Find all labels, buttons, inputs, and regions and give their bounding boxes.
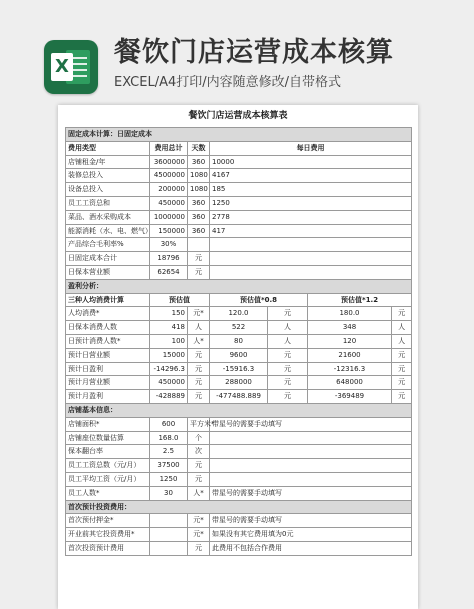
cell-value[interactable]: 15000 [150,348,188,362]
cell-label[interactable]: 预计月盈利 [66,390,150,404]
section-heading-profit: 盈利分析： [66,279,412,293]
table-row [66,321,412,335]
table-row [66,541,412,555]
section-heading-fixed: 固定成本计算：日固定成本 [66,128,412,142]
cell-value[interactable]: 180.0 [308,307,392,321]
cell-value[interactable]: 168.0 [150,431,188,445]
cell-label[interactable]: 店铺座位数量估算 [66,431,150,445]
cell-days[interactable]: 360 [188,210,210,224]
cell-unit[interactable]: 元 [188,459,210,473]
cell-label[interactable]: 设备总投入 [66,183,150,197]
cell-value[interactable]: -14296.3 [150,362,188,376]
cell-note[interactable]: 带星号的需要手动填写 [210,486,412,500]
cell-label[interactable]: 日保本消费人数 [66,321,150,335]
cost-table [65,127,412,556]
cell-label[interactable]: 日保本营业额 [66,265,150,279]
cell-note[interactable] [210,431,412,445]
table-row [66,472,412,486]
cell-value[interactable]: 21600 [308,348,392,362]
cell-label[interactable]: 店铺面积* [66,417,150,431]
cell-label[interactable]: 预计日营业额 [66,348,150,362]
cell-label[interactable]: 产品综合毛利率% [66,238,150,252]
table-row [66,459,412,473]
cell-unit[interactable]: 元 [188,348,210,362]
cell-unit[interactable]: 元 [188,252,210,266]
cell-value[interactable]: 1250 [150,472,188,486]
table-row [66,183,412,197]
cell-total[interactable]: 3600000 [150,155,188,169]
cell-unit[interactable]: 元 [268,307,308,321]
cell-daily[interactable]: 185 [210,183,412,197]
cell-label[interactable]: 店铺租金/年 [66,155,150,169]
cell-unit[interactable]: 元 [268,348,308,362]
cell-daily[interactable]: 10000 [210,155,412,169]
cell-value[interactable]: 348 [308,321,392,335]
table-row [66,362,412,376]
cell-label[interactable]: 能源消耗（水、电、燃气） [66,224,150,238]
page-subtitle: EXCEL/A4打印/内容随意修改/自带格式 [114,75,342,90]
table-row [66,486,412,500]
table-row [66,169,412,183]
cell-label[interactable]: 日预计消费人数* [66,334,150,348]
sheet-title: 餐饮门店运营成本核算表 [188,111,288,121]
cell-value[interactable]: 288000 [210,376,268,390]
table-row [66,252,412,266]
col-header-daily: 每日费用 [210,141,412,155]
cell-daily[interactable]: 417 [210,224,412,238]
table-row [66,528,412,542]
col-header-total: 费用总计 [150,141,188,155]
cell-unit[interactable]: 元 [392,348,412,362]
cell-label[interactable]: 菜品、酒水采购成本 [66,210,150,224]
table-row [66,376,412,390]
cell-unit[interactable]: 元 [188,265,210,279]
cell-daily[interactable]: 4167 [210,169,412,183]
cell-unit[interactable]: 人 [268,334,308,348]
cell-unit[interactable]: 人* [188,486,210,500]
cell-label[interactable]: 人均消费* [66,307,150,321]
cell-value[interactable]: 120.0 [210,307,268,321]
cell-total[interactable]: 450000 [150,196,188,210]
cell-empty[interactable] [188,238,210,252]
cost-table-body [66,128,412,556]
cell-unit[interactable]: 人 [392,334,412,348]
cell-note[interactable]: 此费用不包括合作费用 [210,541,412,555]
table-row [66,390,412,404]
cell-value[interactable]: -12316.3 [308,362,392,376]
cell-value[interactable] [150,541,188,555]
section-row [66,500,412,514]
cell-value[interactable]: 418 [150,321,188,335]
cell-unit[interactable]: 人* [188,334,210,348]
cell-label[interactable]: 员工平均工资（元/月） [66,472,150,486]
col-header-estimate: 预估值 [150,293,210,307]
cell-unit[interactable]: 元 [392,307,412,321]
cell-unit[interactable]: 元 [188,472,210,486]
page-title: 餐饮门店运营成本核算 [114,37,394,68]
cell-label[interactable]: 员工人数* [66,486,150,500]
cell-unit[interactable]: 平方米* [188,417,210,431]
table-row [66,265,412,279]
cell-label[interactable]: 保本翻台率 [66,445,150,459]
cell-label[interactable]: 预计月营业额 [66,376,150,390]
cell-label[interactable]: 日固定成本合计 [66,252,150,266]
cell-days[interactable]: 1080 [188,183,210,197]
table-row [66,196,412,210]
excel-icon [44,40,98,94]
cell-unit[interactable]: 元* [188,307,210,321]
cell-value[interactable]: 80 [210,334,268,348]
cell-unit[interactable]: 人 [188,321,210,335]
cell-unit[interactable]: 元 [268,390,308,404]
cell-total[interactable]: 4500000 [150,169,188,183]
cell-label[interactable]: 首次投资预计费用 [66,541,150,555]
cell-label[interactable]: 预计日盈利 [66,362,150,376]
table-header-row [66,141,412,155]
cell-unit[interactable]: 人 [392,321,412,335]
table-row [66,307,412,321]
cell-value[interactable]: 450000 [150,376,188,390]
cell-days[interactable]: 360 [188,155,210,169]
cell-value[interactable]: 9600 [210,348,268,362]
cell-note[interactable]: 如果没有其它费用填为0元 [210,528,412,542]
cell-label[interactable]: 员工工资总数（元/月） [66,459,150,473]
table-row [66,334,412,348]
cell-unit[interactable]: 元 [188,362,210,376]
cell-unit[interactable]: 个 [188,431,210,445]
cell-unit[interactable]: 次 [188,445,210,459]
cell-value[interactable]: 37500 [150,459,188,473]
cell-unit[interactable]: 元 [188,390,210,404]
table-row [66,431,412,445]
cell-empty[interactable] [210,238,412,252]
promo-header [0,0,474,105]
cell-empty[interactable] [210,265,412,279]
cell-label[interactable]: 员工工资总和 [66,196,150,210]
cell-days[interactable]: 360 [188,196,210,210]
cell-unit[interactable]: 人 [268,321,308,335]
cell-note[interactable]: 带星号的需要手动填写 [210,514,412,528]
cell-note[interactable] [210,445,412,459]
table-row [66,514,412,528]
section-row [66,128,412,142]
cell-value[interactable]: 600 [150,417,188,431]
cell-value[interactable]: 100 [150,334,188,348]
spreadsheet-preview [58,105,418,609]
cell-unit[interactable]: 元 [392,362,412,376]
cell-daily[interactable]: 1250 [210,196,412,210]
cell-total[interactable]: 200000 [150,183,188,197]
table-row [66,348,412,362]
table-row [66,238,412,252]
cell-value[interactable] [150,514,188,528]
cell-value[interactable]: 648000 [308,376,392,390]
excel-letter: X [51,53,73,81]
cell-value[interactable]: -15916.3 [210,362,268,376]
col-header-scenario: 三种人均消费计算 [66,293,150,307]
cell-unit[interactable]: 元 [268,362,308,376]
cell-value[interactable]: 150 [150,307,188,321]
table-row [66,417,412,431]
cell-value[interactable]: -477488.889 [210,390,268,404]
cell-note[interactable] [210,459,412,473]
cell-value[interactable]: 120 [308,334,392,348]
cell-value[interactable]: -369489 [308,390,392,404]
cell-unit[interactable]: 元 [392,376,412,390]
col-header-days: 天数 [188,141,210,155]
cell-note[interactable]: 带星号的需要手动填写 [210,417,412,431]
cell-days[interactable]: 360 [188,224,210,238]
cell-unit[interactable]: 元 [268,376,308,390]
cell-unit[interactable]: 元 [188,541,210,555]
cell-value[interactable] [150,528,188,542]
cell-label[interactable]: 开业前其它投资费用* [66,528,150,542]
cell-empty[interactable] [210,252,412,266]
cell-daily-fixed[interactable]: 18796 [150,252,188,266]
section-heading-investment: 首次预计投资费用： [66,500,412,514]
cell-unit[interactable]: 元 [188,376,210,390]
cell-label[interactable]: 首次预付押金* [66,514,150,528]
table-row [66,224,412,238]
section-row [66,403,412,417]
table-header-row [66,293,412,307]
table-row [66,445,412,459]
cell-value[interactable]: 30 [150,486,188,500]
col-header-type: 费用类型 [66,141,150,155]
cell-days[interactable]: 1080 [188,169,210,183]
section-heading-store: 店铺基本信息： [66,403,412,417]
cell-unit[interactable]: 元* [188,528,210,542]
table-row [66,155,412,169]
cell-value[interactable]: 522 [210,321,268,335]
cell-total[interactable]: 1000000 [150,210,188,224]
cell-unit[interactable]: 元 [392,390,412,404]
cell-unit[interactable]: 元* [188,514,210,528]
cell-breakeven[interactable]: 62654 [150,265,188,279]
col-header-estimate-12: 预估值*1.2 [308,293,412,307]
table-row [66,210,412,224]
cell-gross-margin[interactable]: 30% [150,238,188,252]
cell-value[interactable]: 2.5 [150,445,188,459]
cell-total[interactable]: 150000 [150,224,188,238]
cell-daily[interactable]: 2778 [210,210,412,224]
section-row [66,279,412,293]
cell-label[interactable]: 装修总投入 [66,169,150,183]
cell-value[interactable]: -428889 [150,390,188,404]
cell-note[interactable] [210,472,412,486]
col-header-estimate-08: 预估值*0.8 [210,293,308,307]
